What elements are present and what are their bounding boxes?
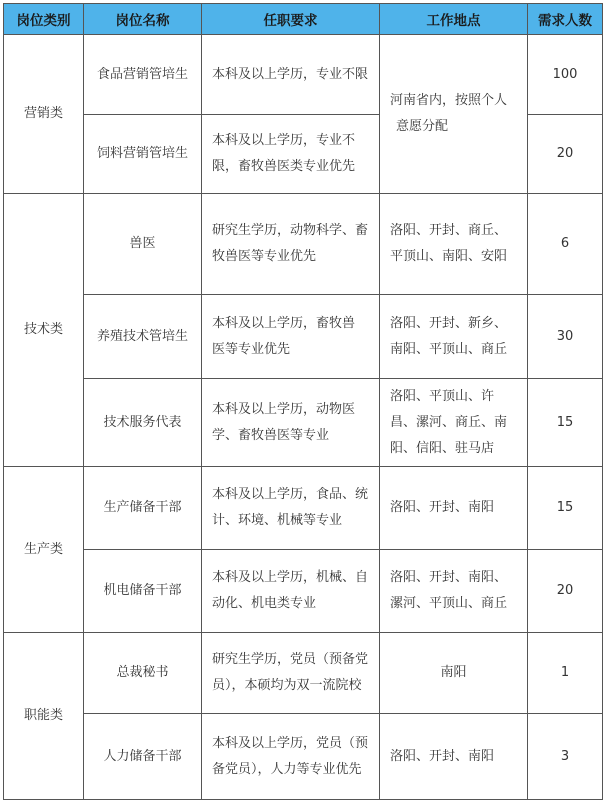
requirements-line: 备党员），人力等专业优先 bbox=[212, 761, 362, 777]
requirements-line: 本科及以上学历，动物医 bbox=[212, 401, 356, 417]
header-requirements: 任职要求 bbox=[202, 4, 380, 35]
requirements-cell bbox=[202, 714, 380, 800]
recruitment-table bbox=[3, 3, 603, 800]
location-cell bbox=[380, 467, 528, 550]
position-name: 兽医 bbox=[84, 194, 202, 295]
location-line: 阳、信阳、驻马店 bbox=[390, 440, 495, 456]
table-row bbox=[4, 633, 603, 714]
header-position: 岗位名称 bbox=[84, 4, 202, 35]
table-row bbox=[4, 379, 603, 467]
position-name: 生产储备干部 bbox=[84, 467, 202, 550]
requirements-line: 医等专业优先 bbox=[212, 341, 291, 357]
location-line: 漯河、平顶山、商丘 bbox=[390, 596, 508, 611]
location-line: 洛阳、开封、南阳、 bbox=[390, 570, 508, 585]
count-cell: 30 bbox=[528, 295, 603, 379]
requirements-line: 学、畜牧兽医等专业 bbox=[212, 427, 330, 443]
position-name: 养殖技术管培生 bbox=[84, 295, 202, 379]
location-line: 意愿分配 bbox=[396, 119, 449, 134]
header-location: 工作地点 bbox=[380, 4, 528, 35]
requirements-line: 限，畜牧兽医类专业优先 bbox=[212, 159, 356, 174]
location-cell bbox=[380, 379, 528, 467]
requirements-line: 员），本硕均为双一流院校 bbox=[212, 678, 362, 693]
requirements-line: 本科及以上学历，机械、自 bbox=[212, 570, 369, 585]
requirements-cell bbox=[202, 194, 380, 295]
requirements-cell bbox=[202, 633, 380, 714]
location-cell bbox=[380, 714, 528, 800]
location-cell bbox=[380, 35, 528, 194]
location-cell bbox=[380, 194, 528, 295]
header-category: 岗位类别 bbox=[4, 4, 84, 35]
position-name: 机电储备干部 bbox=[84, 550, 202, 633]
location-line: 洛阳、开封、南阳 bbox=[390, 500, 495, 515]
table-row bbox=[4, 714, 603, 800]
location-cell bbox=[380, 550, 528, 633]
count-cell: 3 bbox=[528, 714, 603, 800]
requirements-cell bbox=[202, 550, 380, 633]
table-row bbox=[4, 550, 603, 633]
category-cell: 职能类 bbox=[4, 633, 84, 800]
count-cell: 15 bbox=[528, 379, 603, 467]
category-cell: 营销类 bbox=[4, 35, 84, 194]
table-row bbox=[4, 194, 603, 295]
category-cell: 技术类 bbox=[4, 194, 84, 467]
position-name: 食品营销管培生 bbox=[84, 35, 202, 115]
position-name: 技术服务代表 bbox=[84, 379, 202, 467]
location-line: 洛阳、开封、新乡、 bbox=[390, 315, 508, 331]
requirements-line: 研究生学历，党员（预备党 bbox=[212, 652, 369, 667]
location-line: 平顶山、南阳、安阳 bbox=[390, 249, 508, 264]
requirements-line: 本科及以上学历，畜牧兽 bbox=[212, 315, 356, 331]
table-row bbox=[4, 35, 603, 115]
location-line: 昌、漯河、商丘、南 bbox=[390, 414, 508, 430]
location-line: 南阳、平顶山、商丘 bbox=[390, 341, 508, 357]
position-name: 人力储备干部 bbox=[84, 714, 202, 800]
category-cell: 生产类 bbox=[4, 467, 84, 633]
recruitment-table-wrapper bbox=[3, 3, 603, 800]
requirements-cell bbox=[202, 467, 380, 550]
position-name: 总裁秘书 bbox=[84, 633, 202, 714]
header-row bbox=[4, 4, 603, 35]
count-cell: 6 bbox=[528, 194, 603, 295]
location-line: 洛阳、平顶山、许 bbox=[390, 388, 495, 404]
requirements-line: 本科及以上学历，党员（预 bbox=[212, 735, 369, 751]
location-line: 洛阳、开封、南阳 bbox=[390, 748, 495, 764]
requirements-cell bbox=[202, 35, 380, 115]
location-line: 南阳 bbox=[440, 665, 467, 680]
location-cell bbox=[380, 633, 528, 714]
requirements-line: 动化、机电类专业 bbox=[212, 596, 317, 611]
requirements-cell bbox=[202, 295, 380, 379]
count-cell: 100 bbox=[528, 35, 603, 115]
count-cell: 20 bbox=[528, 115, 603, 194]
count-cell: 20 bbox=[528, 550, 603, 633]
requirements-cell bbox=[202, 115, 380, 194]
requirements-cell bbox=[202, 379, 380, 467]
requirements-line: 计、环境、机械等专业 bbox=[212, 513, 343, 528]
requirements-line: 本科及以上学历，食品、统 bbox=[212, 487, 369, 502]
location-line: 河南省内，按照个人 bbox=[390, 93, 508, 108]
header-count: 需求人数 bbox=[528, 4, 603, 35]
requirements-line: 本科及以上学历，专业不 bbox=[212, 133, 356, 148]
table-row bbox=[4, 467, 603, 550]
count-cell: 1 bbox=[528, 633, 603, 714]
location-cell bbox=[380, 295, 528, 379]
count-cell: 15 bbox=[528, 467, 603, 550]
requirements-line: 本科及以上学历，专业不限 bbox=[212, 66, 369, 82]
table-row bbox=[4, 295, 603, 379]
requirements-line: 研究生学历，动物科学、畜 bbox=[212, 223, 369, 238]
position-name: 饲料营销管培生 bbox=[84, 115, 202, 194]
requirements-line: 牧兽医等专业优先 bbox=[212, 249, 317, 264]
location-line: 洛阳、开封、商丘、 bbox=[390, 223, 508, 238]
